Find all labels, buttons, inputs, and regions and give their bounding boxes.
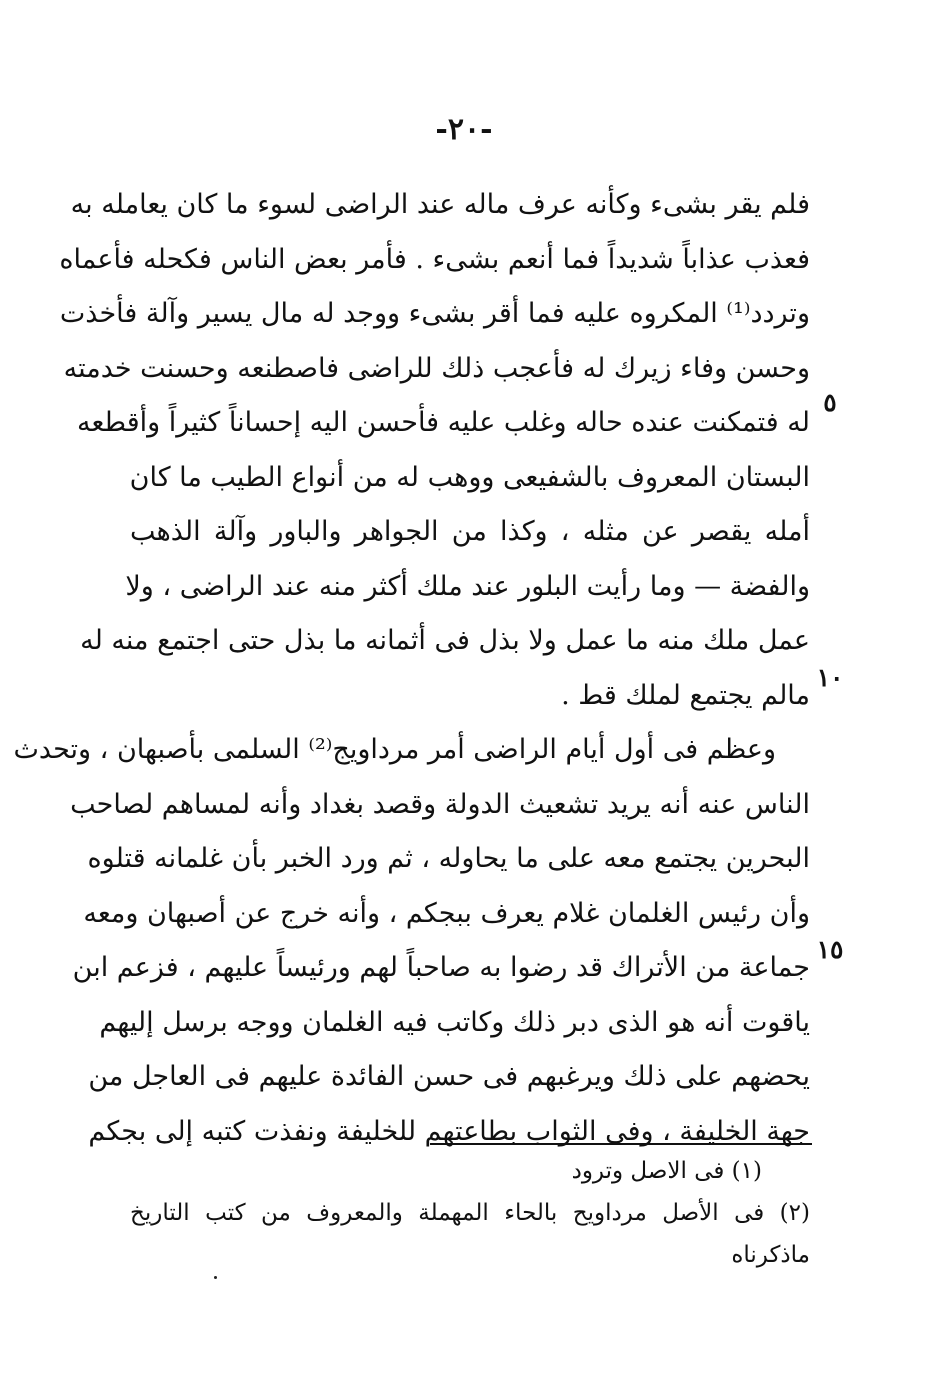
text-line: جماعة من الأتراك قد رضوا به صاحباً لهم ورئيساً عليهم ، فزعم ابن xyxy=(72,952,810,983)
text-line: يحضهم على ذلك ويرغبهم فى حسن الفائدة عليهم فى العاجل من xyxy=(88,1061,810,1092)
text-line: الناس عنه أنه يريد تشعيث الدولة وقصد بغداد وأنه لمساهم لصاحب xyxy=(70,788,810,820)
text-line: وتردد⁽¹⁾ المكروه عليه فما أقر بشىء ووجد له مال يسير وآلة فأخذت xyxy=(59,298,810,329)
text-line: له فتمكنت عنده حاله وغلب عليه فأحسن اليه إحساناً كثيراً وأقطعه xyxy=(77,407,810,438)
margin-line-number-15: ١٥ xyxy=(816,935,844,964)
footnote-2: (٢) فى الأصل مرداويح بالحاء المهملة والمعروف من كتب التاريخ xyxy=(130,1200,810,1226)
footnote-1: (١) فى الاصل وترود xyxy=(571,1158,762,1184)
footnote-2-continuation: ماذكرناه xyxy=(731,1242,810,1268)
text-line: وأن رئيس الغلمان غلام يعرف ببجكم ، وأنه خرج عن أصبهان ومعه xyxy=(83,897,810,929)
margin-line-number-10: ١٠ xyxy=(816,663,844,692)
text-line: وحسن وفاء زيرك له فأعجب ذلك للراضى فاصطنعه وحسنت خدمته xyxy=(63,352,810,384)
text-line: جهة الخليفة ، وفى الثواب بطاعتهم للخليفة ونفذت كتبه إلى بجكم xyxy=(88,1115,810,1147)
text-line: والفضة — وما رأيت البلور عند ملك أكثر منه عند الراضى ، ولا xyxy=(125,570,810,602)
footnote-separator-rule xyxy=(430,1143,812,1145)
paragraph-start-line: وعظم فى أول أيام الراضى أمر مرداويج⁽²⁾ السلمى بأصبهان ، وتحدث xyxy=(13,734,776,765)
text-line: أمله يقصر عن مثله ، وكذا من الجواهر والباور وآلة الذهب xyxy=(130,516,810,547)
text-line: مالم يجتمع لملك قط . xyxy=(561,679,810,711)
page-number: -٢٠- xyxy=(435,112,493,147)
text-line: فلم يقر بشىء وكأنه عرف ماله عند الراضى لسوء ما كان يعامله به xyxy=(70,189,810,220)
text-line: ياقوت أنه هو الذى دبر ذلك وكاتب فيه الغلمان ووجه برسل إليهم xyxy=(99,1006,810,1038)
text-line: البستان المعروف بالشفيعى ووهب له من أنواع الطيب ما كان xyxy=(129,461,810,493)
body-text xyxy=(13,178,810,1159)
margin-line-number-5: ٥ xyxy=(823,388,837,417)
text-line: فعذب عذاباً شديداً فما أنعم بشىء . فأمر بعض الناس فكحله فأعماه xyxy=(59,243,810,275)
text-line: البحرين يجتمع معه على ما يحاوله ، ثم ورد الخبر بأن غلمانه قتلوه xyxy=(87,843,810,874)
footnotes xyxy=(130,1150,810,1276)
ink-speck xyxy=(214,1276,217,1279)
text-line: عمل ملك منه ما عمل ولا بذل فى أثمانه ما بذل حتى اجتمع منه له xyxy=(80,625,810,656)
